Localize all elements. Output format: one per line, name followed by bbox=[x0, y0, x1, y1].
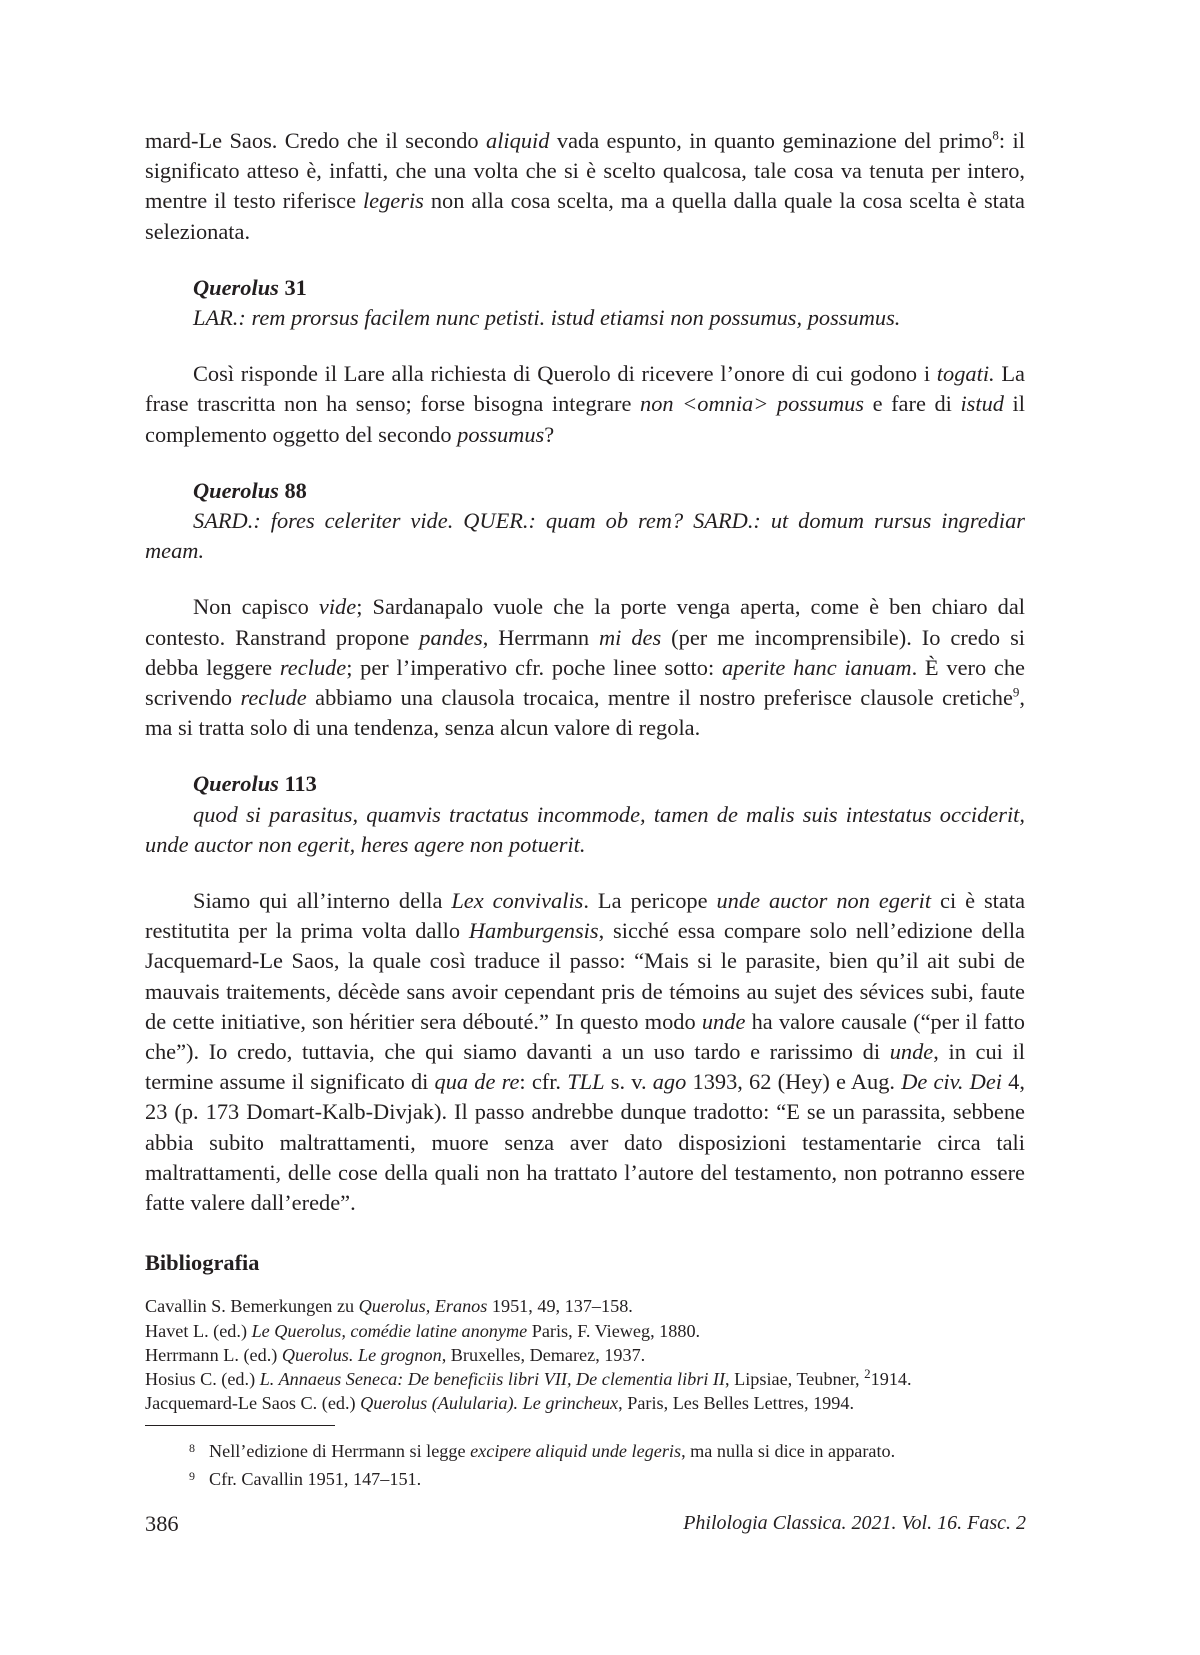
section-heading-31: Querolus 31 bbox=[193, 274, 307, 300]
bibliography-entry: Cavallin S. Bemerkungen zu Querolus, Eranos 1951, 49, 137–158. bbox=[145, 1296, 633, 1317]
footnote-ref-8[interactable]: 8 bbox=[992, 127, 999, 143]
paragraph-2: Così risponde il Lare alla richiesta di Querolo di ricevere l’onore di cui godono i togati. La frase trascritta non ha senso; forse bisogna integrare non <omnia> possumus e fare di istud il complemento oggetto del secondo possumus? bbox=[145, 361, 1025, 447]
bibliography-entry: Jacquemard-Le Saos C. (ed.) Querolus (Aulularia). Le grincheux, Paris, Les Belles Lettres, 1994. bbox=[145, 1393, 855, 1414]
footnote-9: 9 Cfr. Cavallin 1951, 147–151. bbox=[189, 1468, 422, 1489]
footnotes bbox=[145, 1436, 1025, 1491]
footnote-8: 8 Nell’edizione di Herrmann si legge excipere aliquid unde legeris, ma nulla si dice in apparato. bbox=[189, 1441, 896, 1462]
paragraph-3: Non capisco vide; Sardanapalo vuole che la porte venga aperta, come è ben chiaro dal contesto. Ranstrand propone pandes, Herrmann mi des (per me incomprensibile). Io credo si debba leggere reclude; per l’imperativo cfr. poche linee sotto: aperite hanc ianuam. È vero che scrivendo reclude abbiamo una clausola trocaica, mentre il nostro preferisce clausole cretiche$^9$, ma si tratta solo di una tendenza, senza alcun valore di regola. bbox=[145, 594, 1025, 741]
footnote-divider bbox=[145, 1425, 335, 1426]
paragraph-4: Siamo qui all’interno della Lex convivalis. La pericope unde auctor non egerit ci è stata restitutita per la prima volta dallo Hamburgensis, sicché essa compare solo nell’edizione della Jacquemard-Le Saos, la quale così traduce il passo: “Mais si le parasite, bien qu’il ait subi de mauvais traitements, décède sans avoir cependant pris de témoins au sujet des sévices subi, faute de cette initiative, son héritier sera débouté.” In questo modo unde ha valore causale (“per il fatto che”). Io credo, tuttavia, che qui siamo davanti a un uso tardo e rarissimo di unde, in cui il termine assume il significato di qua de re: cfr. TLL s. v. ago 1393, 62 (Hey) e Aug. De civ. Dei 4, 23 (p. 173 Domart-Kalb-Divjak). Il passo andrebbe dunque tradotto: “E se un parassita, sebbene abbia subito maltrattamenti, muore senza aver dato disposizioni testamentarie circa tali maltrattamenti, delle cose della quali non ha trattato l’autore del testamento, non potranno essere fatte valere dall’erede”. bbox=[145, 888, 1026, 1216]
quotation-88: SARD.: fores celeriter vide. QUER.: quam ob rem? SARD.: ut domum rursus ingrediar meam. bbox=[145, 508, 1025, 564]
bibliography-entry: Herrmann L. (ed.) Querolus. Le grognon, Bruxelles, Demarez, 1937. bbox=[145, 1344, 646, 1365]
quotation-113: quod si parasitus, quamvis tractatus incommode, tamen de malis suis intestatus occiderit, unde auctor non egerit, heres agere non potuerit. bbox=[145, 801, 1025, 857]
journal-running-footer: Philologia Classica. 2021. Vol. 16. Fasc. 2 bbox=[683, 1512, 1026, 1534]
section-heading-88: Querolus 88 bbox=[193, 477, 307, 503]
bibliography-entry: Havet L. (ed.) Le Querolus, comédie latine anonyme Paris, F. Vieweg, 1880. bbox=[145, 1320, 701, 1341]
page-number: 386 bbox=[145, 1511, 179, 1536]
quotation-31: LAR.: rem prorsus facilem nunc petisti. istud etiamsi non possumus, possumus. bbox=[193, 305, 901, 331]
bibliography-list bbox=[145, 1294, 1025, 1415]
bibliography-entry: Hosius C. (ed.) L. Annaeus Seneca: De beneficiis libri VII, De clementia libri II, Lipsiae, Teubner, $^2$1914. bbox=[145, 1365, 912, 1389]
section-heading-113: Querolus 113 bbox=[193, 771, 317, 797]
paragraph-1: mard-Le Saos. Credo che il secondo aliquid vada espunto, in quanto geminazione del primo$^8$: il significato atteso è, infatti, che una volta che si è scelto qualcosa, tale cosa va tenuta per intero, mentre il testo riferisce legeris non alla cosa scelta, ma a quella dalla quale la cosa scelta è stata selezionata. bbox=[145, 127, 1025, 244]
bibliography-title: Bibliografia bbox=[145, 1250, 260, 1276]
page-body bbox=[145, 126, 1025, 1491]
footnote-ref-9[interactable]: 9 bbox=[1012, 684, 1020, 700]
